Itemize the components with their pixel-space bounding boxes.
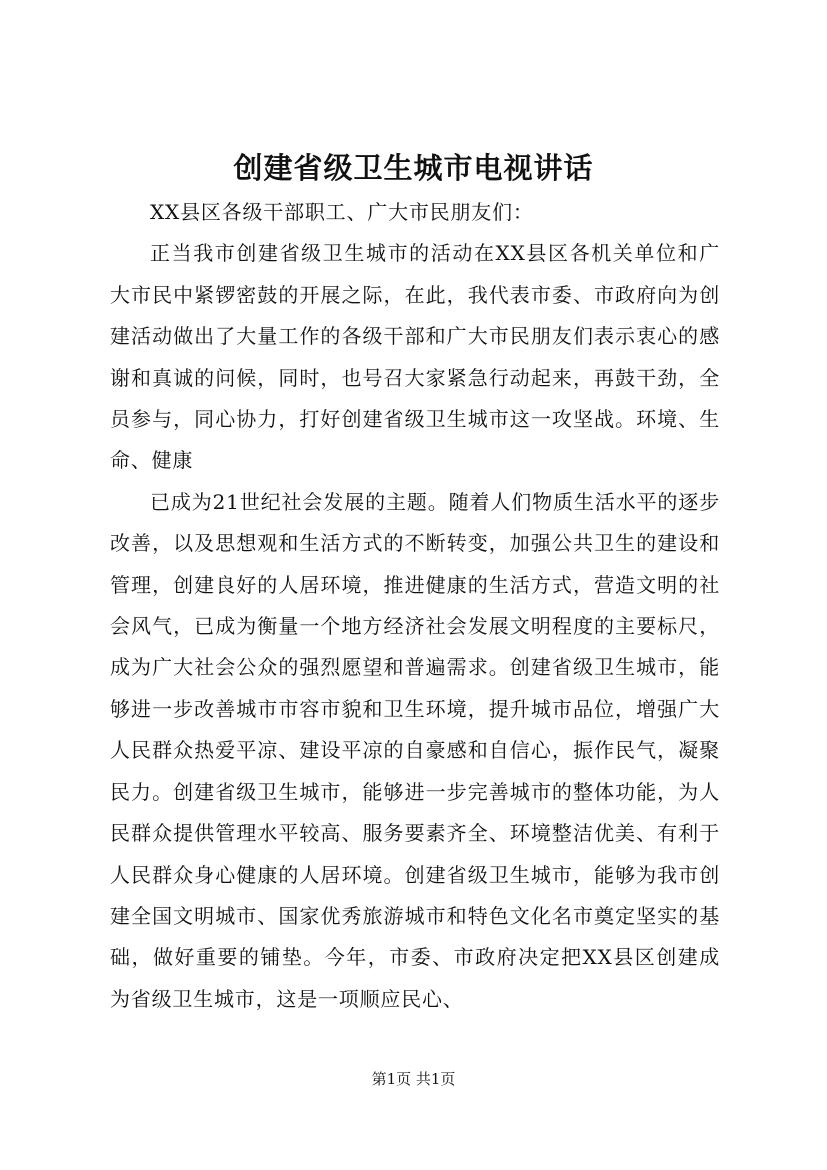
body-paragraph: 已成为21世纪社会发展的主题。随着人们物质生活水平的逐步改善，以及思想观和生活方式的不断转变，加强公共卫生的建设和管理，创建良好的人居环境，推进健康的生活方式，营造文明的社会风气，已成为衡量一个地方经济社会发展文明程度的主要标尺，成为广大社会公众的强烈愿望和普遍需求。创建省级卫生城市，能够进一步改善城市市容市貌和卫生环境，提升城市品位，增强广大人民群众热爱平凉、建设平凉的自豪感和自信心，振作民气，凝聚民力。创建省级卫生城市，能够进一步完善城市的整体功能，为人民群众提供管理水平较高、服务要素齐全、环境整洁优美、有利于人民群众身心健康的人居环境。创建省级卫生城市，能够为我市创建全国文明城市、国家优秀旅游城市和特色文化名市奠定坚实的基础，做好重要的铺垫。今年，市委、市政府决定把XX县区创建成为省级卫生城市，这是一项顺应民心、 — [110, 489, 720, 1011]
salutation-paragraph: XX县区各级干部职工、广大市民朋友们： — [150, 200, 534, 224]
page-footer: 第1页 共1页 — [371, 1070, 456, 1088]
body-paragraph: 正当我市创建省级卫生城市的活动在XX县区各机关单位和广大市民中紧锣密鼓的开展之际，在此，我代表市委、市政府向为创建活动做出了大量工作的各级干部和广大市民朋友们表示衷心的感谢和真诚的问候，同时，也号召大家紧急行动起来，再鼓干劲，全员参与，同心协力，打好创建省级卫生城市这一攻坚战。环境、生命、健康 — [110, 241, 720, 473]
document-body — [110, 192, 720, 1020]
document-title: 创建省级卫生城市电视讲话 — [233, 151, 594, 185]
